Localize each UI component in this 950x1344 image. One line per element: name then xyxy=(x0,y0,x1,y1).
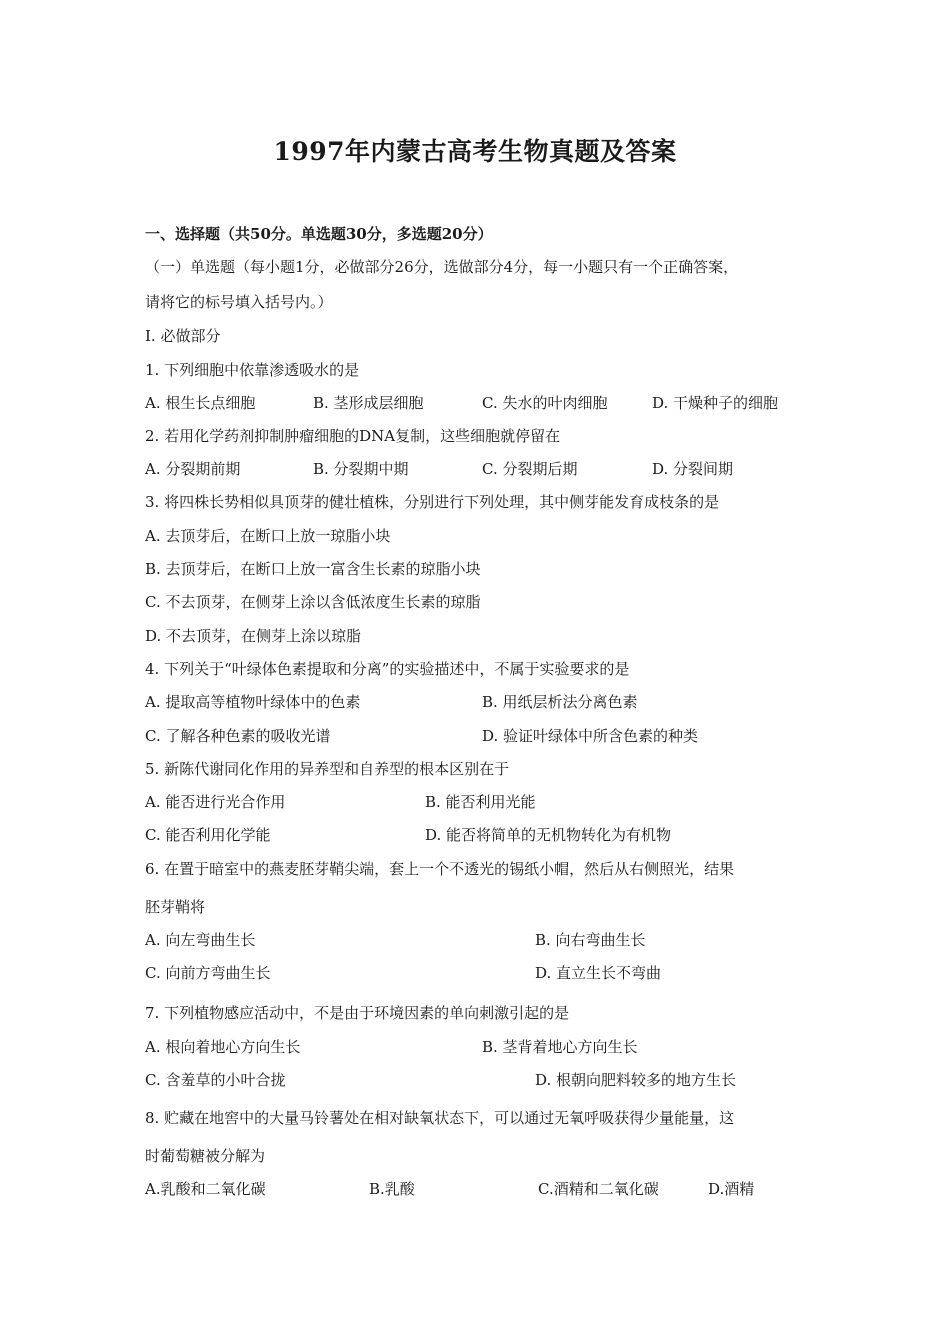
option-b: B. 用纸层析法分离色素 xyxy=(482,693,638,711)
option-d: D. 分裂间期 xyxy=(652,460,734,478)
option-c: C. 失水的叶肉细胞 xyxy=(482,394,608,412)
question-stem: 5. 新陈代谢同化作用的异养型和自养型的根本区别在于 xyxy=(145,760,510,778)
question-stem: 7. 下列植物感应活动中，不是由于环境因素的单向刺激引起的是 xyxy=(145,1004,570,1022)
question-stem: 8. 贮藏在地窖中的大量马铃薯处在相对缺氧状态下，可以通过无氧呼吸获得少量能量，这 xyxy=(145,1109,735,1127)
part-label: I. 必做部分 xyxy=(145,327,221,345)
option-d: D. 干燥种子的细胞 xyxy=(652,394,779,412)
option-d: D. 不去顶芽，在侧芽上涂以琼脂 xyxy=(145,627,362,645)
option-a: A.乳酸和二氧化碳 xyxy=(145,1180,266,1198)
option-b: B. 向右弯曲生长 xyxy=(535,931,646,949)
option-d: D. 根朝向肥料较多的地方生长 xyxy=(535,1071,737,1089)
option-b: B.乳酸 xyxy=(369,1180,415,1198)
option-a: A. 根生长点细胞 xyxy=(145,394,256,412)
option-c: C. 不去顶芽，在侧芽上涂以含低浓度生长素的琼脂 xyxy=(145,593,481,611)
option-d: D. 验证叶绿体中所含色素的种类 xyxy=(482,727,699,745)
question-stem: 2. 若用化学药剂抑制肿瘤细胞的DNA复制，这些细胞就停留在 xyxy=(145,427,561,445)
option-c: C. 分裂期后期 xyxy=(482,460,578,478)
option-c: C. 向前方弯曲生长 xyxy=(145,964,271,982)
section-intro-line-2: 请将它的标号填入括号内。） xyxy=(145,293,333,311)
option-c: C.酒精和二氧化碳 xyxy=(538,1180,659,1198)
document-title: 1997年内蒙古高考生物真题及答案 xyxy=(273,137,677,166)
option-d: D.酒精 xyxy=(708,1180,755,1198)
question-stem: 3. 将四株长势相似具顶芽的健壮植株，分别进行下列处理，其中侧芽能发育成枝条的是 xyxy=(145,493,720,511)
question-stem: 6. 在置于暗室中的燕麦胚芽鞘尖端，套上一个不透光的锡纸小帽，然后从右侧照光，结果 xyxy=(145,860,735,878)
option-d: D. 能否将简单的无机物转化为有机物 xyxy=(425,826,672,844)
option-d: D. 直立生长不弯曲 xyxy=(535,964,662,982)
question-stem: 4. 下列关于“叶绿体色素提取和分离”的实验描述中，不属于实验要求的是 xyxy=(145,660,630,678)
option-b: B. 能否利用光能 xyxy=(425,793,536,811)
option-b: B. 去顶芽后，在断口上放一富含生长素的琼脂小块 xyxy=(145,560,481,578)
question-stem: 1. 下列细胞中依靠渗透吸水的是 xyxy=(145,361,360,379)
question-stem-continued: 时葡萄糖被分解为 xyxy=(145,1147,266,1165)
option-a: A. 提取高等植物叶绿体中的色素 xyxy=(145,693,361,711)
option-a: A. 能否进行光合作用 xyxy=(145,793,286,811)
option-a: A. 向左弯曲生长 xyxy=(145,931,256,949)
option-b: B. 分裂期中期 xyxy=(313,460,409,478)
option-b: B. 茎形成层细胞 xyxy=(313,394,424,412)
option-a: A. 分裂期前期 xyxy=(145,460,241,478)
section-heading: 一、选择题（共50分。单选题30分，多选题20分） xyxy=(145,225,493,243)
option-c: C. 含羞草的小叶合拢 xyxy=(145,1071,286,1089)
option-a: A. 去顶芽后，在断口上放一琼脂小块 xyxy=(145,527,391,545)
option-c: C. 能否利用化学能 xyxy=(145,826,271,844)
option-a: A. 根向着地心方向生长 xyxy=(145,1038,301,1056)
option-b: B. 茎背着地心方向生长 xyxy=(482,1038,638,1056)
section-intro-line-1: （一）单选题（每小题1分，必做部分26分，选做部分4分，每一小题只有一个正确答案， xyxy=(145,258,739,276)
option-c: C. 了解各种色素的吸收光谱 xyxy=(145,727,331,745)
question-stem-continued: 胚芽鞘将 xyxy=(145,898,206,916)
